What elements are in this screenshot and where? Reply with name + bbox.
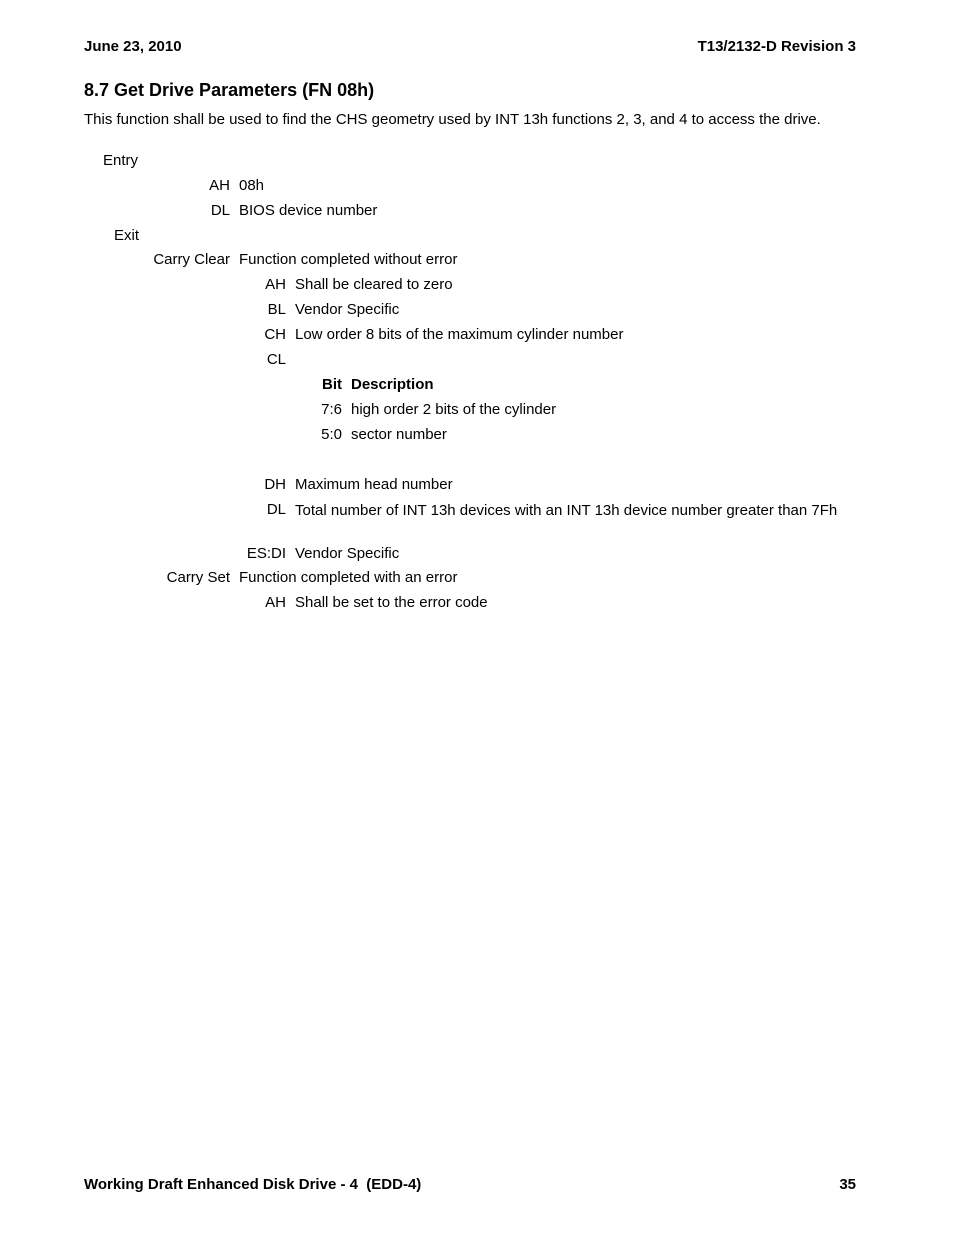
exit-desc: Total number of INT 13h devices with an INT 13h device number greater than 7Fh	[295, 502, 838, 519]
entry-desc: 08h	[239, 177, 265, 194]
exit-desc: Shall be cleared to zero	[295, 276, 453, 293]
carry-set-label: Carry Set	[166, 569, 230, 586]
exit-desc: Low order 8 bits of the maximum cylinder number	[295, 326, 624, 343]
exit-reg: ES:DI	[246, 545, 286, 562]
entry-reg: AH	[209, 177, 230, 194]
section-title: 8.7 Get Drive Parameters (FN 08h)	[84, 80, 375, 100]
exit-reg: CH	[264, 326, 286, 343]
carry-clear-desc: Function completed without error	[239, 251, 458, 268]
header-doc-id: T13/2132-D Revision 3	[697, 38, 856, 55]
cl-table-bit: 7:6	[321, 401, 342, 418]
cl-table-desc: high order 2 bits of the cylinder	[351, 401, 557, 418]
carry-set-desc: Function completed with an error	[239, 569, 458, 586]
exit-desc: Vendor Specific	[295, 301, 400, 318]
cl-table-bit: 5:0	[321, 426, 342, 443]
exit-reg: DH	[264, 476, 286, 493]
entry-reg: DL	[210, 202, 230, 219]
exit-reg: AH	[265, 594, 286, 611]
exit-reg: DL	[266, 501, 286, 518]
exit-label: Exit	[114, 227, 140, 244]
exit-reg: CL	[266, 351, 286, 368]
exit-desc: Shall be set to the error code	[295, 594, 488, 611]
cl-table-desc: sector number	[351, 426, 447, 443]
cl-table-header-description: Description	[351, 376, 434, 393]
footer-page-number: 35	[839, 1176, 856, 1193]
section-intro: This function shall be used to find the CHS geometry used by INT 13h functions 2, 3, and 4 to access the drive.	[84, 111, 821, 128]
cl-table-header-bit: Bit	[322, 376, 342, 393]
exit-reg: BL	[267, 301, 286, 318]
exit-desc: Maximum head number	[295, 476, 453, 493]
exit-desc: Vendor Specific	[295, 545, 400, 562]
carry-clear-label: Carry Clear	[153, 251, 230, 268]
entry-desc: BIOS device number	[239, 202, 378, 219]
footer-doc-title: Working Draft Enhanced Disk Drive - 4 (EDD-4)	[84, 1176, 422, 1193]
entry-label: Entry	[103, 152, 139, 169]
header-date: June 23, 2010	[84, 38, 182, 55]
exit-reg: AH	[265, 276, 286, 293]
